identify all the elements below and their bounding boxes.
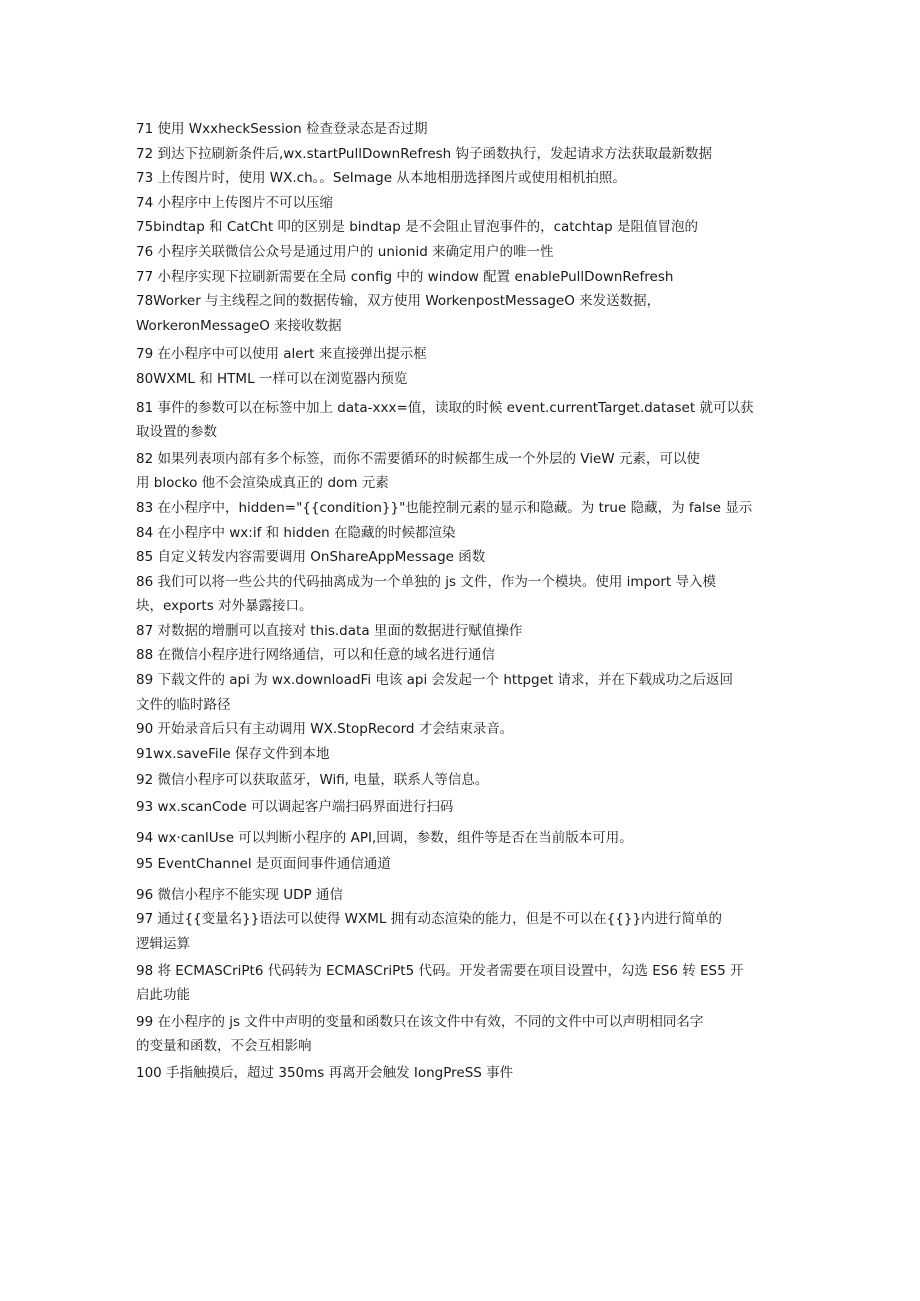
text-line: 文件的临时路径 <box>136 696 231 713</box>
text-line: 96 微信小程序不能实现 UDP 通信 <box>136 886 343 903</box>
text-line: 75bindtap 和 CatCht 叩的区别是 bindtap 是不会阻止冒泡事件的，catchtap 是阻值冒泡的 <box>136 219 698 236</box>
text-line: 逻辑运算 <box>136 936 190 952</box>
text-line: 的变量和函数，不会互相影响 <box>136 1038 312 1055</box>
text-line: 启此功能 <box>136 987 190 1004</box>
text-line: 块，exports 对外暴露接口。 <box>136 598 313 615</box>
text-line: 72 到达下拉刷新条件后,wx.startPullDownRefresh 钩子函数执行，发起请求方法获取最新数据 <box>136 145 713 162</box>
text-line: 80WXML 和 HTML 一样可以在浏览器内预览 <box>136 370 408 387</box>
text-line: 71 使用 WxxheckSession 检查登录态是否过期 <box>136 121 428 137</box>
text-line: 79 在小程序中可以使用 alert 来直接弹出提示框 <box>136 346 427 363</box>
text-line: WorkeronMessageO 来接收数据 <box>136 317 342 334</box>
text-line: 95 EventChannel 是页面间事件通信通道 <box>136 856 391 873</box>
text-line: 85 自定义转发内容需要调用 OnShareAppMessage 函数 <box>136 549 486 566</box>
text-line: 78Worker 与主线程之间的数据传输，双方使用 WorkenpostMessageO 来发送数据， <box>136 293 661 310</box>
text-line: 76 小程序关联微信公众号是通过用户的 unionid 来确定用户的唯一性 <box>136 243 554 260</box>
text-line: 92 微信小程序可以获取蓝牙，Wifi, 电量，联系人等信息。 <box>136 772 489 789</box>
text-line: 99 在小程序的 js 文件中声明的变量和函数只在该文件中有效，不同的文件中可以声明相同名字 <box>136 1013 704 1030</box>
text-line: 90 开始录音后只有主动调用 WX.StopRecord 才会结束录音。 <box>136 721 514 738</box>
text-line: 82 如果列表项内部有多个标签，而你不需要循环的时候都生成一个外层的 VieW 元素，可以使 <box>136 450 700 467</box>
text-line: 77 小程序实现下拉刷新需要在全局 config 中的 window 配置 enablePullDownRefresh <box>136 268 674 285</box>
text-line: 73 上传图片时，使用 WX.ch。。SeImage 从本地相册选择图片或使用相机拍照。 <box>136 170 626 187</box>
text-line: 91wx.saveFile 保存文件到本地 <box>136 745 330 762</box>
text-line: 74 小程序中上传图片不可以压缩 <box>136 194 333 211</box>
text-line: 81 事件的参数可以在标签中加上 data-xxx=值，读取的时候 event.currentTarget.dataset 就可以获 <box>136 399 754 416</box>
text-line: 取设置的参数 <box>136 424 217 441</box>
text-line: 100 手指触摸后，超过 350ms 再离开会触发 IongPreSS 事件 <box>136 1064 514 1081</box>
document-body <box>136 117 786 1086</box>
text-line: 94 wx·canlUse 可以判断小程序的 API,回调，参数，组件等是否在当前版本可用。 <box>136 829 633 846</box>
text-line: 84 在小程序中 wx:if 和 hidden 在隐藏的时候都渲染 <box>136 524 456 541</box>
text-line: 93 wx.scanCode 可以调起客户端扫码界面进行扫码 <box>136 799 454 816</box>
text-line: 87 对数据的增删可以直接对 this.data 里面的数据进行赋值操作 <box>136 622 523 639</box>
text-line: 98 将 ECMASCriPt6 代码转为 ECMASCriPt5 代码。开发者需要在项目设置中，勾选 ES6 转 ES5 开 <box>136 962 744 979</box>
text-line: 86 我们可以将一些公共的代码抽离成为一个单独的 js 文件，作为一个模块。使用 import 导入模 <box>136 573 716 590</box>
text-line: 用 blocko 他不会渲染成真正的 dom 元素 <box>136 475 389 492</box>
text-line: 83 在小程序中，hidden="{{condition}}"也能控制元素的显示和隐藏。为 true 隐藏，为 false 显示 <box>136 499 753 516</box>
text-line: 89 下载文件的 api 为 wx.downloadFi 电该 api 会发起一个 httpget 请求，并在下载成功之后返回 <box>136 672 733 689</box>
text-line: 88 在微信小程序进行网络通信，可以和任意的域名进行通信 <box>136 647 495 664</box>
text-line: 97 通过{{变量名}}语法可以使得 WXML 拥有动态渲染的能力，但是不可以在{{}}内进行简单的 <box>136 911 723 928</box>
